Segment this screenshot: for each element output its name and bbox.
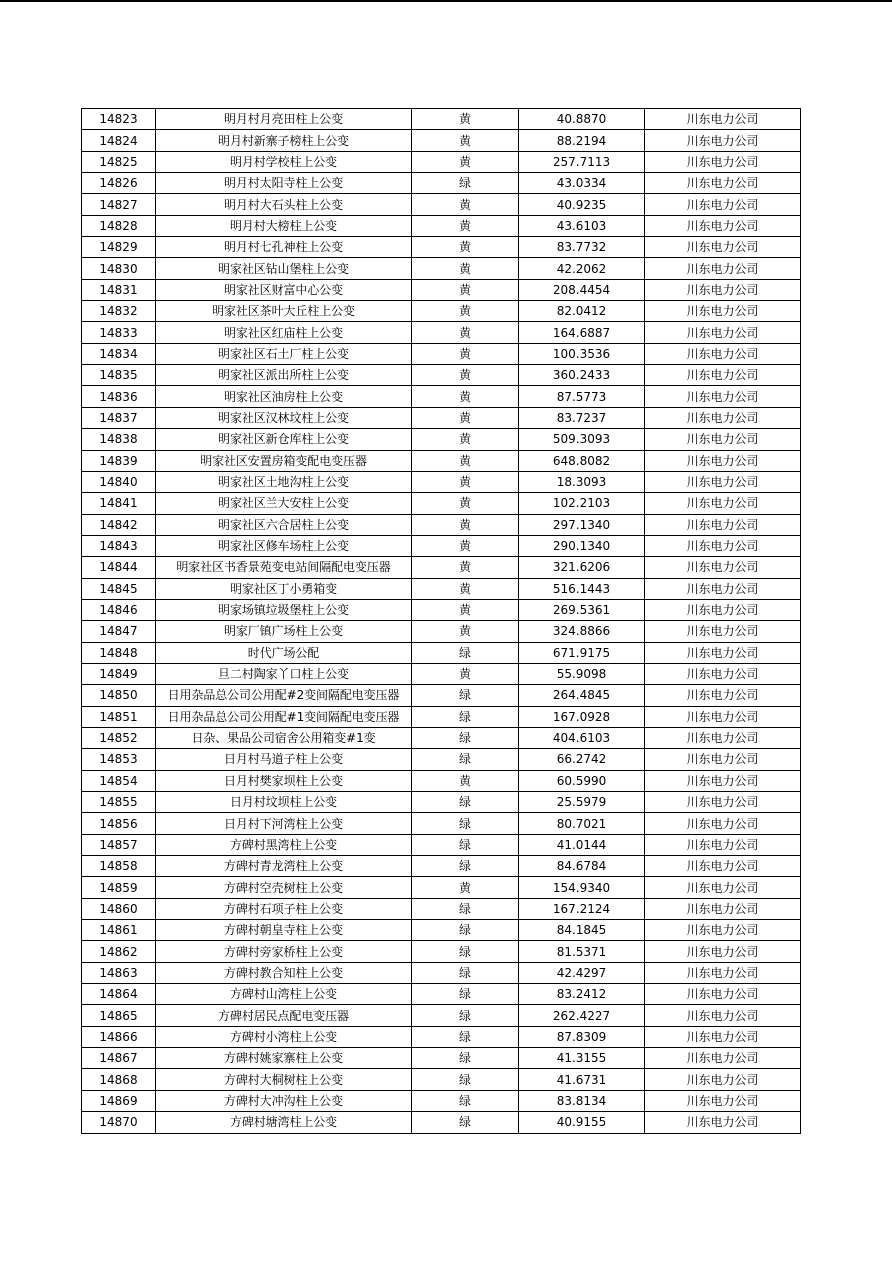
station-name-cell: 日月村樊家坝柱上公变 xyxy=(156,770,412,791)
table-row xyxy=(82,834,801,855)
row-id-cell: 14846 xyxy=(82,599,156,620)
station-name-cell: 明月村大榜柱上公变 xyxy=(156,215,412,236)
station-name-cell: 明家社区财富中心公变 xyxy=(156,279,412,300)
company-cell: 川东电力公司 xyxy=(645,514,801,535)
value-cell: 516.1443 xyxy=(519,578,645,599)
station-name-cell: 日杂、果品公司宿舍公用箱变#1变 xyxy=(156,727,412,748)
class-cell: 黄 xyxy=(412,215,519,236)
value-cell: 83.2412 xyxy=(519,984,645,1005)
class-cell: 黄 xyxy=(412,557,519,578)
station-name-cell: 方碑村姚家寨柱上公变 xyxy=(156,1048,412,1069)
class-cell: 绿 xyxy=(412,1026,519,1047)
company-cell: 川东电力公司 xyxy=(645,1112,801,1133)
value-cell: 55.9098 xyxy=(519,663,645,684)
row-id-cell: 14853 xyxy=(82,749,156,770)
value-cell: 80.7021 xyxy=(519,813,645,834)
value-cell: 208.4454 xyxy=(519,279,645,300)
row-id-cell: 14849 xyxy=(82,663,156,684)
value-cell: 41.6731 xyxy=(519,1069,645,1090)
company-cell: 川东电力公司 xyxy=(645,941,801,962)
station-name-cell: 方碑村朝皇寺柱上公变 xyxy=(156,920,412,941)
row-id-cell: 14823 xyxy=(82,109,156,130)
class-cell: 黄 xyxy=(412,877,519,898)
class-cell: 绿 xyxy=(412,1112,519,1133)
company-cell: 川东电力公司 xyxy=(645,877,801,898)
row-id-cell: 14841 xyxy=(82,493,156,514)
station-name-cell: 日用杂品总公司公用配#2变间隔配电变压器 xyxy=(156,685,412,706)
value-cell: 40.9235 xyxy=(519,194,645,215)
row-id-cell: 14845 xyxy=(82,578,156,599)
station-name-cell: 明家厂镇广场柱上公变 xyxy=(156,621,412,642)
top-rule xyxy=(0,0,892,2)
class-cell: 绿 xyxy=(412,173,519,194)
station-name-cell: 明家社区红庙柱上公变 xyxy=(156,322,412,343)
class-cell: 黄 xyxy=(412,663,519,684)
station-name-cell: 明家社区新仓库柱上公变 xyxy=(156,429,412,450)
class-cell: 黄 xyxy=(412,578,519,599)
station-name-cell: 方碑村大桐树柱上公变 xyxy=(156,1069,412,1090)
company-cell: 川东电力公司 xyxy=(645,920,801,941)
class-cell: 黄 xyxy=(412,343,519,364)
row-id-cell: 14850 xyxy=(82,685,156,706)
company-cell: 川东电力公司 xyxy=(645,621,801,642)
value-cell: 360.2433 xyxy=(519,365,645,386)
station-name-cell: 明家社区修车场柱上公变 xyxy=(156,535,412,556)
table-row xyxy=(82,343,801,364)
table-row xyxy=(82,173,801,194)
station-name-cell: 方碑村塘湾柱上公变 xyxy=(156,1112,412,1133)
row-id-cell: 14842 xyxy=(82,514,156,535)
row-id-cell: 14868 xyxy=(82,1069,156,1090)
station-name-cell: 明月村大石头柱上公变 xyxy=(156,194,412,215)
table-row xyxy=(82,727,801,748)
station-name-cell: 日月村坟坝柱上公变 xyxy=(156,792,412,813)
station-name-cell: 明月村太阳寺柱上公变 xyxy=(156,173,412,194)
class-cell: 绿 xyxy=(412,941,519,962)
company-cell: 川东电力公司 xyxy=(645,130,801,151)
row-id-cell: 14831 xyxy=(82,279,156,300)
class-cell: 绿 xyxy=(412,813,519,834)
station-name-cell: 方碑村居民点配电变压器 xyxy=(156,1005,412,1026)
value-cell: 41.0144 xyxy=(519,834,645,855)
table-row xyxy=(82,984,801,1005)
value-cell: 167.0928 xyxy=(519,706,645,727)
table-row xyxy=(82,215,801,236)
table-row xyxy=(82,813,801,834)
table-row xyxy=(82,450,801,471)
table-row xyxy=(82,877,801,898)
table-row xyxy=(82,258,801,279)
station-name-cell: 日月村下河湾柱上公变 xyxy=(156,813,412,834)
company-cell: 川东电力公司 xyxy=(645,727,801,748)
value-cell: 87.5773 xyxy=(519,386,645,407)
table-row xyxy=(82,1090,801,1111)
table-row xyxy=(82,856,801,877)
value-cell: 40.8870 xyxy=(519,109,645,130)
value-cell: 82.0412 xyxy=(519,301,645,322)
company-cell: 川东电力公司 xyxy=(645,1005,801,1026)
company-cell: 川东电力公司 xyxy=(645,962,801,983)
company-cell: 川东电力公司 xyxy=(645,557,801,578)
table-row xyxy=(82,1112,801,1133)
value-cell: 41.3155 xyxy=(519,1048,645,1069)
table-row xyxy=(82,685,801,706)
value-cell: 88.2194 xyxy=(519,130,645,151)
company-cell: 川东电力公司 xyxy=(645,407,801,428)
row-id-cell: 14863 xyxy=(82,962,156,983)
class-cell: 绿 xyxy=(412,792,519,813)
class-cell: 绿 xyxy=(412,920,519,941)
company-cell: 川东电力公司 xyxy=(645,471,801,492)
table-row xyxy=(82,535,801,556)
row-id-cell: 14844 xyxy=(82,557,156,578)
class-cell: 黄 xyxy=(412,130,519,151)
company-cell: 川东电力公司 xyxy=(645,279,801,300)
station-name-cell: 方碑村石项子柱上公变 xyxy=(156,898,412,919)
station-name-cell: 方碑村空壳树柱上公变 xyxy=(156,877,412,898)
table-row xyxy=(82,301,801,322)
table-row xyxy=(82,471,801,492)
table-row xyxy=(82,792,801,813)
company-cell: 川东电力公司 xyxy=(645,856,801,877)
table-row xyxy=(82,194,801,215)
company-cell: 川东电力公司 xyxy=(645,343,801,364)
value-cell: 43.6103 xyxy=(519,215,645,236)
company-cell: 川东电力公司 xyxy=(645,194,801,215)
class-cell: 绿 xyxy=(412,727,519,748)
table-row xyxy=(82,1005,801,1026)
class-cell: 绿 xyxy=(412,706,519,727)
table-row xyxy=(82,493,801,514)
station-name-cell: 明家场镇垃圾堡柱上公变 xyxy=(156,599,412,620)
company-cell: 川东电力公司 xyxy=(645,813,801,834)
row-id-cell: 14835 xyxy=(82,365,156,386)
company-cell: 川东电力公司 xyxy=(645,770,801,791)
company-cell: 川东电力公司 xyxy=(645,429,801,450)
table-row xyxy=(82,386,801,407)
class-cell: 绿 xyxy=(412,749,519,770)
row-id-cell: 14859 xyxy=(82,877,156,898)
class-cell: 黄 xyxy=(412,237,519,258)
table-row xyxy=(82,514,801,535)
company-cell: 川东电力公司 xyxy=(645,642,801,663)
value-cell: 87.8309 xyxy=(519,1026,645,1047)
station-name-cell: 明家社区书香景苑变电站间隔配电变压器 xyxy=(156,557,412,578)
company-cell: 川东电力公司 xyxy=(645,898,801,919)
table-row xyxy=(82,1069,801,1090)
table-row xyxy=(82,429,801,450)
class-cell: 黄 xyxy=(412,599,519,620)
row-id-cell: 14833 xyxy=(82,322,156,343)
table-row xyxy=(82,365,801,386)
value-cell: 83.8134 xyxy=(519,1090,645,1111)
company-cell: 川东电力公司 xyxy=(645,663,801,684)
value-cell: 102.2103 xyxy=(519,493,645,514)
station-name-cell: 明家社区土地沟柱上公变 xyxy=(156,471,412,492)
company-cell: 川东电力公司 xyxy=(645,450,801,471)
row-id-cell: 14867 xyxy=(82,1048,156,1069)
table-row xyxy=(82,130,801,151)
value-cell: 167.2124 xyxy=(519,898,645,919)
value-cell: 83.7732 xyxy=(519,237,645,258)
row-id-cell: 14838 xyxy=(82,429,156,450)
class-cell: 黄 xyxy=(412,258,519,279)
row-id-cell: 14869 xyxy=(82,1090,156,1111)
row-id-cell: 14857 xyxy=(82,834,156,855)
class-cell: 绿 xyxy=(412,1048,519,1069)
row-id-cell: 14866 xyxy=(82,1026,156,1047)
row-id-cell: 14832 xyxy=(82,301,156,322)
table-row xyxy=(82,663,801,684)
data-table xyxy=(81,108,801,1134)
row-id-cell: 14826 xyxy=(82,173,156,194)
class-cell: 绿 xyxy=(412,1069,519,1090)
table-row xyxy=(82,599,801,620)
table-row xyxy=(82,407,801,428)
value-cell: 81.5371 xyxy=(519,941,645,962)
value-cell: 84.1845 xyxy=(519,920,645,941)
company-cell: 川东电力公司 xyxy=(645,834,801,855)
company-cell: 川东电力公司 xyxy=(645,706,801,727)
company-cell: 川东电力公司 xyxy=(645,1090,801,1111)
table-row xyxy=(82,706,801,727)
class-cell: 绿 xyxy=(412,898,519,919)
table-row xyxy=(82,962,801,983)
row-id-cell: 14852 xyxy=(82,727,156,748)
table-row xyxy=(82,642,801,663)
row-id-cell: 14828 xyxy=(82,215,156,236)
station-name-cell: 明家社区丁小勇箱变 xyxy=(156,578,412,599)
row-id-cell: 14851 xyxy=(82,706,156,727)
class-cell: 黄 xyxy=(412,770,519,791)
class-cell: 黄 xyxy=(412,535,519,556)
company-cell: 川东电力公司 xyxy=(645,237,801,258)
station-name-cell: 明家社区油房柱上公变 xyxy=(156,386,412,407)
company-cell: 川东电力公司 xyxy=(645,1048,801,1069)
value-cell: 40.9155 xyxy=(519,1112,645,1133)
company-cell: 川东电力公司 xyxy=(645,749,801,770)
company-cell: 川东电力公司 xyxy=(645,984,801,1005)
value-cell: 83.7237 xyxy=(519,407,645,428)
class-cell: 绿 xyxy=(412,962,519,983)
company-cell: 川东电力公司 xyxy=(645,1026,801,1047)
value-cell: 264.4845 xyxy=(519,685,645,706)
row-id-cell: 14847 xyxy=(82,621,156,642)
class-cell: 黄 xyxy=(412,429,519,450)
class-cell: 黄 xyxy=(412,109,519,130)
table-row xyxy=(82,1048,801,1069)
value-cell: 324.8866 xyxy=(519,621,645,642)
station-name-cell: 日月村马道子柱上公变 xyxy=(156,749,412,770)
class-cell: 绿 xyxy=(412,1005,519,1026)
value-cell: 100.3536 xyxy=(519,343,645,364)
class-cell: 绿 xyxy=(412,984,519,1005)
row-id-cell: 14865 xyxy=(82,1005,156,1026)
value-cell: 43.0334 xyxy=(519,173,645,194)
station-name-cell: 明家社区茶叶大丘柱上公变 xyxy=(156,301,412,322)
table-row xyxy=(82,941,801,962)
row-id-cell: 14827 xyxy=(82,194,156,215)
company-cell: 川东电力公司 xyxy=(645,258,801,279)
row-id-cell: 14830 xyxy=(82,258,156,279)
company-cell: 川东电力公司 xyxy=(645,685,801,706)
row-id-cell: 14856 xyxy=(82,813,156,834)
row-id-cell: 14834 xyxy=(82,343,156,364)
value-cell: 164.6887 xyxy=(519,322,645,343)
station-name-cell: 方碑村旁家桥柱上公变 xyxy=(156,941,412,962)
station-name-cell: 明月村七孔神柱上公变 xyxy=(156,237,412,258)
row-id-cell: 14825 xyxy=(82,151,156,172)
row-id-cell: 14870 xyxy=(82,1112,156,1133)
company-cell: 川东电力公司 xyxy=(645,493,801,514)
value-cell: 25.5979 xyxy=(519,792,645,813)
company-cell: 川东电力公司 xyxy=(645,578,801,599)
row-id-cell: 14864 xyxy=(82,984,156,1005)
station-name-cell: 明月村新寨子榜柱上公变 xyxy=(156,130,412,151)
class-cell: 黄 xyxy=(412,493,519,514)
company-cell: 川东电力公司 xyxy=(645,322,801,343)
station-name-cell: 明家社区六合居柱上公变 xyxy=(156,514,412,535)
station-name-cell: 日用杂品总公司公用配#1变间隔配电变压器 xyxy=(156,706,412,727)
value-cell: 66.2742 xyxy=(519,749,645,770)
value-cell: 262.4227 xyxy=(519,1005,645,1026)
row-id-cell: 14837 xyxy=(82,407,156,428)
row-id-cell: 14860 xyxy=(82,898,156,919)
value-cell: 509.3093 xyxy=(519,429,645,450)
station-name-cell: 方碑村小湾柱上公变 xyxy=(156,1026,412,1047)
table-body xyxy=(82,109,801,1134)
class-cell: 黄 xyxy=(412,471,519,492)
row-id-cell: 14839 xyxy=(82,450,156,471)
row-id-cell: 14861 xyxy=(82,920,156,941)
company-cell: 川东电力公司 xyxy=(645,792,801,813)
company-cell: 川东电力公司 xyxy=(645,365,801,386)
row-id-cell: 14854 xyxy=(82,770,156,791)
company-cell: 川东电力公司 xyxy=(645,109,801,130)
value-cell: 648.8082 xyxy=(519,450,645,471)
company-cell: 川东电力公司 xyxy=(645,215,801,236)
station-name-cell: 旦二村陶家丫口柱上公变 xyxy=(156,663,412,684)
value-cell: 42.2062 xyxy=(519,258,645,279)
class-cell: 黄 xyxy=(412,322,519,343)
class-cell: 黄 xyxy=(412,194,519,215)
company-cell: 川东电力公司 xyxy=(645,1069,801,1090)
value-cell: 84.6784 xyxy=(519,856,645,877)
table-row xyxy=(82,322,801,343)
station-name-cell: 明家社区兰大安柱上公变 xyxy=(156,493,412,514)
class-cell: 黄 xyxy=(412,365,519,386)
class-cell: 黄 xyxy=(412,407,519,428)
row-id-cell: 14862 xyxy=(82,941,156,962)
station-name-cell: 方碑村黑湾柱上公变 xyxy=(156,834,412,855)
value-cell: 42.4297 xyxy=(519,962,645,983)
company-cell: 川东电力公司 xyxy=(645,301,801,322)
value-cell: 290.1340 xyxy=(519,535,645,556)
station-name-cell: 明月村学校柱上公变 xyxy=(156,151,412,172)
row-id-cell: 14824 xyxy=(82,130,156,151)
value-cell: 671.9175 xyxy=(519,642,645,663)
value-cell: 257.7113 xyxy=(519,151,645,172)
station-name-cell: 方碑村山湾柱上公变 xyxy=(156,984,412,1005)
value-cell: 18.3093 xyxy=(519,471,645,492)
table-row xyxy=(82,1026,801,1047)
class-cell: 黄 xyxy=(412,301,519,322)
class-cell: 黄 xyxy=(412,386,519,407)
class-cell: 黄 xyxy=(412,151,519,172)
value-cell: 60.5990 xyxy=(519,770,645,791)
row-id-cell: 14858 xyxy=(82,856,156,877)
company-cell: 川东电力公司 xyxy=(645,599,801,620)
station-name-cell: 明家社区汉林坟柱上公变 xyxy=(156,407,412,428)
table-row xyxy=(82,109,801,130)
class-cell: 绿 xyxy=(412,642,519,663)
class-cell: 黄 xyxy=(412,279,519,300)
company-cell: 川东电力公司 xyxy=(645,173,801,194)
station-name-cell: 明家社区派出所柱上公变 xyxy=(156,365,412,386)
row-id-cell: 14848 xyxy=(82,642,156,663)
table-row xyxy=(82,279,801,300)
table-row xyxy=(82,898,801,919)
row-id-cell: 14836 xyxy=(82,386,156,407)
station-name-cell: 方碑村教合知柱上公变 xyxy=(156,962,412,983)
table-row xyxy=(82,749,801,770)
row-id-cell: 14855 xyxy=(82,792,156,813)
row-id-cell: 14840 xyxy=(82,471,156,492)
station-name-cell: 时代广场公配 xyxy=(156,642,412,663)
company-cell: 川东电力公司 xyxy=(645,151,801,172)
class-cell: 绿 xyxy=(412,1090,519,1111)
class-cell: 黄 xyxy=(412,514,519,535)
value-cell: 297.1340 xyxy=(519,514,645,535)
company-cell: 川东电力公司 xyxy=(645,386,801,407)
station-name-cell: 方碑村大冲沟柱上公变 xyxy=(156,1090,412,1111)
row-id-cell: 14843 xyxy=(82,535,156,556)
class-cell: 黄 xyxy=(412,621,519,642)
class-cell: 绿 xyxy=(412,856,519,877)
value-cell: 269.5361 xyxy=(519,599,645,620)
table-row xyxy=(82,621,801,642)
company-cell: 川东电力公司 xyxy=(645,535,801,556)
value-cell: 154.9340 xyxy=(519,877,645,898)
class-cell: 绿 xyxy=(412,685,519,706)
value-cell: 321.6206 xyxy=(519,557,645,578)
station-name-cell: 明家社区安置房箱变配电变压器 xyxy=(156,450,412,471)
station-name-cell: 明家社区石土厂柱上公变 xyxy=(156,343,412,364)
table-row xyxy=(82,151,801,172)
table-row xyxy=(82,578,801,599)
station-name-cell: 明月村月亮田柱上公变 xyxy=(156,109,412,130)
row-id-cell: 14829 xyxy=(82,237,156,258)
class-cell: 黄 xyxy=(412,450,519,471)
class-cell: 绿 xyxy=(412,834,519,855)
table-row xyxy=(82,770,801,791)
table-row xyxy=(82,237,801,258)
table-row xyxy=(82,557,801,578)
station-name-cell: 明家社区钻山堡柱上公变 xyxy=(156,258,412,279)
station-name-cell: 方碑村青龙湾柱上公变 xyxy=(156,856,412,877)
value-cell: 404.6103 xyxy=(519,727,645,748)
table-row xyxy=(82,920,801,941)
